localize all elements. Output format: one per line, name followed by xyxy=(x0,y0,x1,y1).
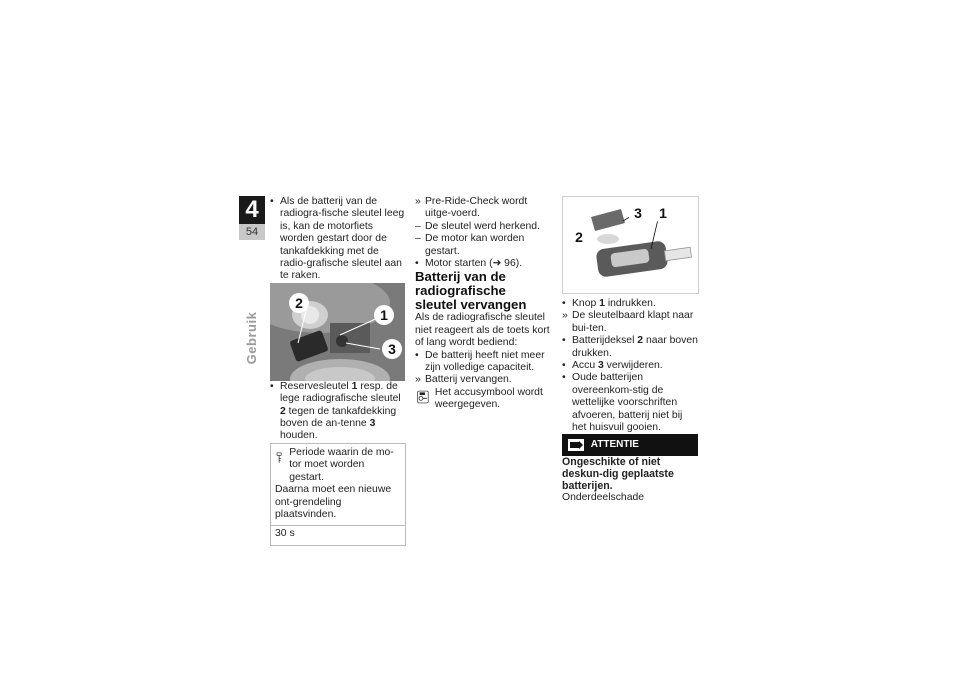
list-item: • Als de batterij van de radiogra-fische sleutel leeg is, kan de motorfiets worden gestart door de tankafdekking met de radio-grafische sleutel aan te raken. xyxy=(270,196,405,282)
list-item: » Batterij vervangen. xyxy=(415,374,512,386)
list-item: • Accu 3 verwijderen. xyxy=(562,360,663,372)
list-item: » Pre-Ride-Check wordt uitge-voerd. xyxy=(415,196,528,220)
chapter-number: 4 xyxy=(239,196,265,224)
key-tool-icon xyxy=(275,447,283,469)
column-2 xyxy=(415,196,551,412)
photo-key-battery xyxy=(562,196,699,294)
list-item: • Motor starten (➜ 96). xyxy=(415,258,523,270)
intro-text: Als de radiografische sleutel niet reageert als de toets kort of lang wordt bediend: xyxy=(415,312,550,349)
list-item: • Knop 1 indrukken. xyxy=(562,298,656,309)
warning-text: Onderdeelschade xyxy=(562,492,645,504)
battery-note: Het accusymbool wordt weergegeven. xyxy=(415,387,551,412)
info-box: Periode waarin de mo-tor moet worden gestart. Daarna moet een nieuwe ont-grendeling plaatsvinden. 30 s xyxy=(270,443,406,546)
callout-label: 1 xyxy=(374,305,394,325)
list-item: • Batterijdeksel 2 naar boven drukken. xyxy=(562,335,698,359)
warning-title: Ongeschikte of niet deskun-dig geplaatste batterijen. xyxy=(562,456,674,493)
list-item: • Oude batterijen overeenkom-stig de wettelijke voorschriften afvoeren, batterij niet bij het huisvuil gooien. xyxy=(562,372,683,434)
column-1 xyxy=(270,196,406,546)
page-number: 54 xyxy=(239,224,265,240)
list-item: – De sleutel werd herkend. xyxy=(415,220,540,232)
list-item: » De sleutelbaard klapt naar bui-ten. xyxy=(562,310,694,334)
attention-icon xyxy=(568,439,584,451)
list-item: • De batterij heeft niet meer zijn volledige capaciteit. xyxy=(415,349,545,374)
list-item: • Reservesleutel 1 resp. de lege radiografische sleutel 2 tegen de tankafdekking boven de an-tenne 3 houden. xyxy=(270,380,401,442)
key-battery-icon xyxy=(417,387,429,407)
callout-label: 3 xyxy=(628,203,648,223)
list-item: – De motor kan worden gestart. xyxy=(415,233,525,257)
callout-label: 2 xyxy=(569,227,589,247)
callout-label: 1 xyxy=(653,203,673,223)
callout-label: 3 xyxy=(382,339,402,359)
column-3 xyxy=(562,196,698,505)
section-heading: Batterij van de radiografische sleutel vervangen xyxy=(415,269,527,313)
chapter-title: Gebruik xyxy=(244,311,259,365)
warning-banner: ATTENTIE xyxy=(562,434,698,456)
page-ref-arrow-icon: ➜ xyxy=(492,258,502,270)
photo-tank-antenna xyxy=(270,283,405,381)
callout-label: 2 xyxy=(289,293,309,313)
page-reference-link[interactable]: 96). xyxy=(504,258,523,270)
